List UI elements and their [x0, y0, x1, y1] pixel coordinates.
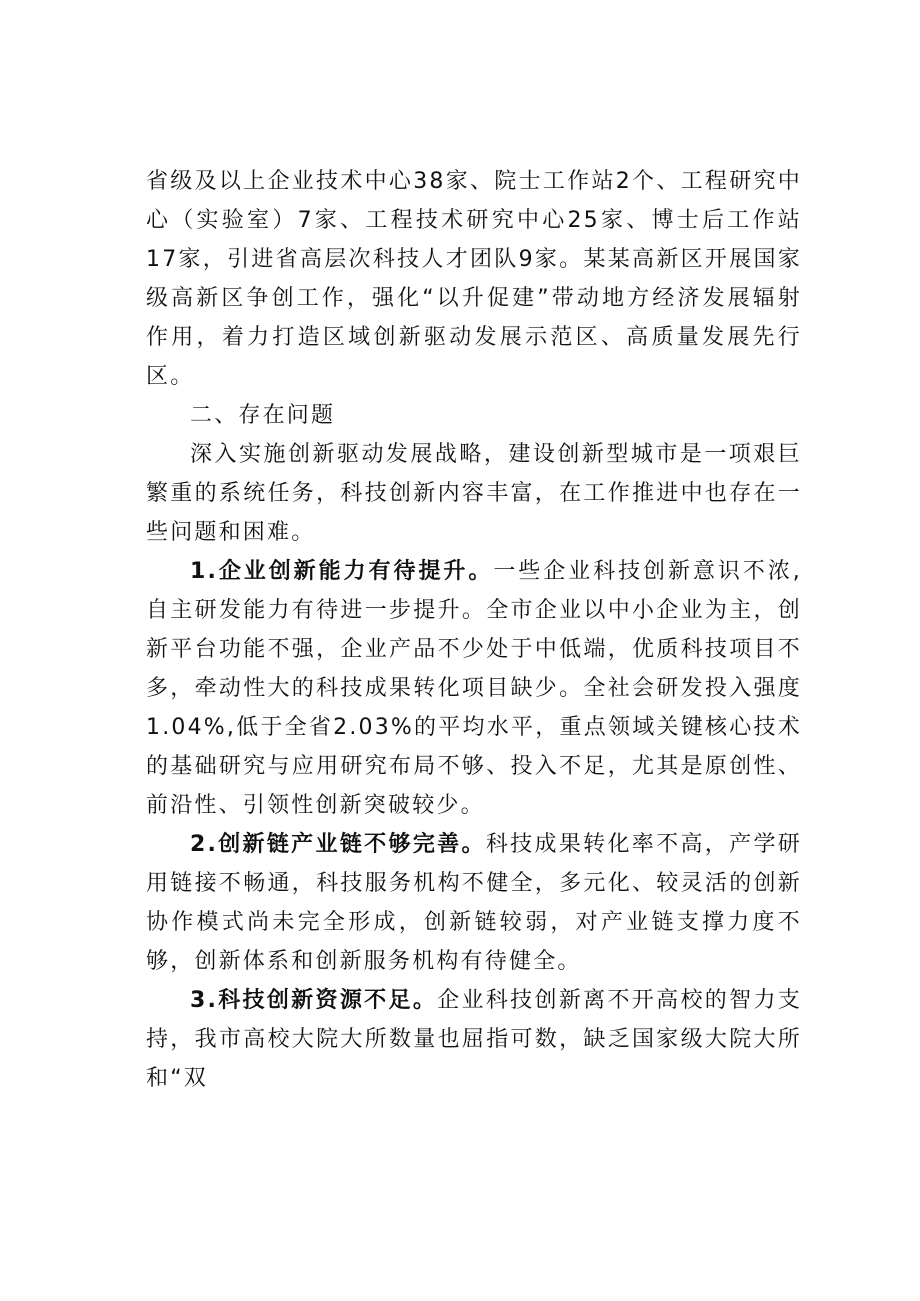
issue-paragraph-3 [146, 981, 802, 1098]
document-body [146, 162, 802, 1098]
issue-lead-1: 1.企业创新能力有待提升。 [190, 559, 494, 584]
issue-lead-2: 2.创新链产业链不够完善。 [190, 832, 486, 857]
issue-body-2: 科技成果转化率不高，产学研用链接不畅通，科技服务机构不健全，多元化、较灵活的创新协作模式尚未完全形成，创新链较弱，对产业链支撑力度不够，创新体系和创新服务机构有待健全。 [146, 832, 802, 974]
issue-body-1: 一些企业科技创新意识不浓,自主研发能力有待进一步提升。全市企业以中小企业为主，创新平台功能不强，企业产品不少处于中低端，优质科技项目不多，牵动性大的科技成果转化项目缺少。全社会研发投入强度1.04%,低于全省2.03%的平均水平，重点领域关键核心技术的基础研究与应用研究布局不够、投入不足，尤其是原创性、前沿性、引领性创新突破较少。 [146, 559, 802, 818]
continuation-paragraph: 省级及以上企业技术中心38家、院士工作站2个、工程研究中心（实验室）7家、工程技术研究中心25家、博士后工作站17家，引进省高层次科技人才团队9家。某某高新区开展国家级高新区争创工作，强化“以升促建”带动地方经济发展辐射作用，着力打造区域创新驱动发展示范区、高质量发展先行区。 [146, 169, 802, 389]
issue-paragraph-2 [146, 825, 802, 981]
issue-body-3: 企业科技创新离不开高校的智力支持，我市高校大院大所数量也屈指可数，缺乏国家级大院大所和“双 [146, 988, 802, 1091]
issue-lead-3: 3.科技创新资源不足。 [190, 988, 438, 1013]
section-heading: 二、存在问题 [190, 403, 336, 428]
intro-paragraph: 深入实施创新驱动发展战略，建设创新型城市是一项艰巨繁重的系统任务，科技创新内容丰富，在工作推进中也存在一些问题和困难。 [146, 442, 802, 545]
issue-paragraph-1 [146, 552, 802, 825]
